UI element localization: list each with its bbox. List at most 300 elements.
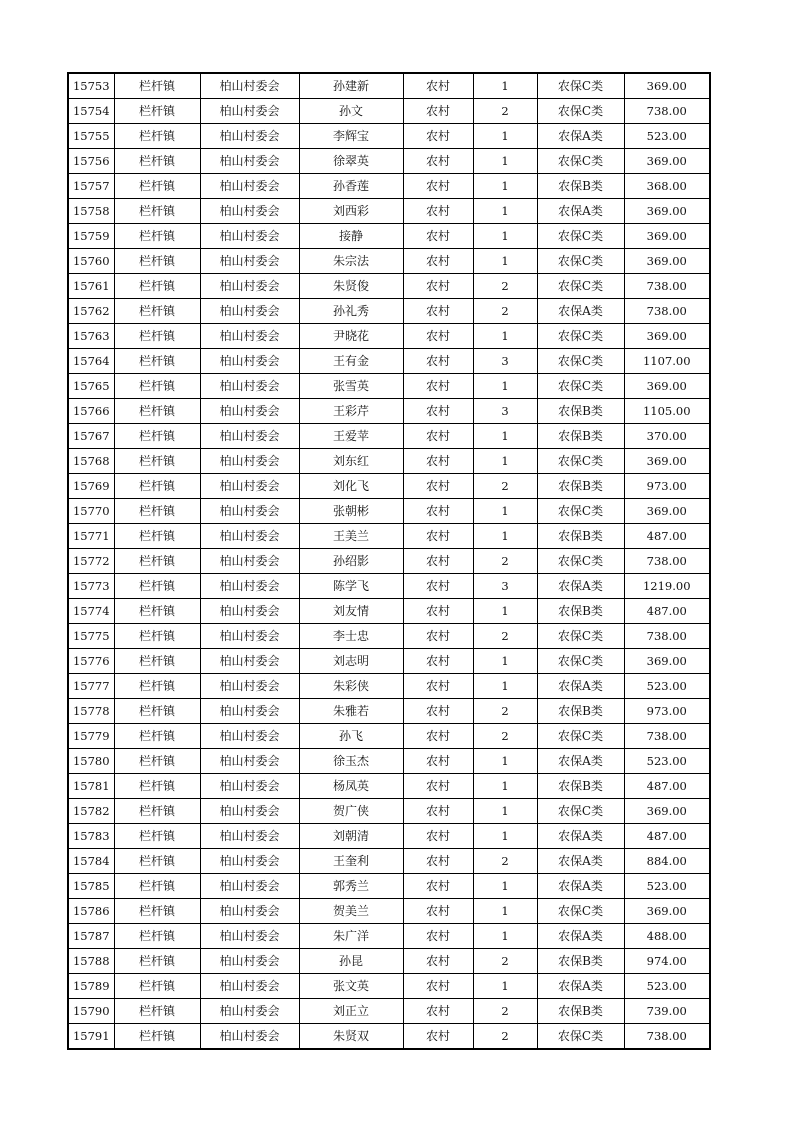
name-cell: 刘朝清 (299, 824, 403, 849)
village-committee-cell: 柏山村委会 (200, 299, 299, 324)
township-cell: 栏杆镇 (114, 274, 200, 299)
record-id-cell: 15774 (68, 599, 114, 624)
insurance-category-cell: 农保A类 (537, 124, 624, 149)
table-row (68, 73, 710, 99)
table-row (68, 799, 710, 824)
record-id-cell: 15791 (68, 1024, 114, 1050)
record-id-cell: 15764 (68, 349, 114, 374)
record-id-cell: 15784 (68, 849, 114, 874)
record-id-cell: 15785 (68, 874, 114, 899)
village-committee-cell: 柏山村委会 (200, 149, 299, 174)
residence-type-cell: 农村 (403, 874, 473, 899)
name-cell: 孙文 (299, 99, 403, 124)
household-size-cell: 1 (473, 899, 537, 924)
amount-cell: 738.00 (624, 1024, 710, 1050)
table-row (68, 224, 710, 249)
household-size-cell: 2 (473, 274, 537, 299)
record-id-cell: 15772 (68, 549, 114, 574)
residence-type-cell: 农村 (403, 599, 473, 624)
table-row (68, 574, 710, 599)
allowance-table (67, 72, 711, 1050)
record-id-cell: 15776 (68, 649, 114, 674)
name-cell: 贺广侠 (299, 799, 403, 824)
household-size-cell: 1 (473, 224, 537, 249)
insurance-category-cell: 农保C类 (537, 449, 624, 474)
amount-cell: 1219.00 (624, 574, 710, 599)
township-cell: 栏杆镇 (114, 249, 200, 274)
township-cell: 栏杆镇 (114, 224, 200, 249)
amount-cell: 523.00 (624, 124, 710, 149)
village-committee-cell: 柏山村委会 (200, 174, 299, 199)
insurance-category-cell: 农保C类 (537, 649, 624, 674)
amount-cell: 973.00 (624, 699, 710, 724)
name-cell: 王奎利 (299, 849, 403, 874)
village-committee-cell: 柏山村委会 (200, 724, 299, 749)
document-page (67, 72, 711, 1050)
name-cell: 尹晓花 (299, 324, 403, 349)
township-cell: 栏杆镇 (114, 624, 200, 649)
village-committee-cell: 柏山村委会 (200, 349, 299, 374)
insurance-category-cell: 农保A类 (537, 749, 624, 774)
record-id-cell: 15783 (68, 824, 114, 849)
record-id-cell: 15782 (68, 799, 114, 824)
residence-type-cell: 农村 (403, 624, 473, 649)
table-row (68, 449, 710, 474)
household-size-cell: 1 (473, 874, 537, 899)
residence-type-cell: 农村 (403, 399, 473, 424)
residence-type-cell: 农村 (403, 174, 473, 199)
record-id-cell: 15768 (68, 449, 114, 474)
table-row (68, 849, 710, 874)
amount-cell: 523.00 (624, 974, 710, 999)
township-cell: 栏杆镇 (114, 599, 200, 624)
record-id-cell: 15760 (68, 249, 114, 274)
household-size-cell: 1 (473, 499, 537, 524)
amount-cell: 369.00 (624, 374, 710, 399)
household-size-cell: 1 (473, 599, 537, 624)
record-id-cell: 15773 (68, 574, 114, 599)
township-cell: 栏杆镇 (114, 399, 200, 424)
village-committee-cell: 柏山村委会 (200, 624, 299, 649)
insurance-category-cell: 农保C类 (537, 624, 624, 649)
residence-type-cell: 农村 (403, 149, 473, 174)
village-committee-cell: 柏山村委会 (200, 474, 299, 499)
residence-type-cell: 农村 (403, 724, 473, 749)
insurance-category-cell: 农保B类 (537, 474, 624, 499)
residence-type-cell: 农村 (403, 73, 473, 99)
table-row (68, 174, 710, 199)
record-id-cell: 15761 (68, 274, 114, 299)
residence-type-cell: 农村 (403, 1024, 473, 1050)
household-size-cell: 2 (473, 724, 537, 749)
table-row (68, 899, 710, 924)
table-row (68, 624, 710, 649)
insurance-category-cell: 农保A类 (537, 849, 624, 874)
village-committee-cell: 柏山村委会 (200, 449, 299, 474)
residence-type-cell: 农村 (403, 524, 473, 549)
village-committee-cell: 柏山村委会 (200, 849, 299, 874)
record-id-cell: 15779 (68, 724, 114, 749)
name-cell: 刘化飞 (299, 474, 403, 499)
amount-cell: 738.00 (624, 724, 710, 749)
residence-type-cell: 农村 (403, 324, 473, 349)
insurance-category-cell: 农保C类 (537, 274, 624, 299)
township-cell: 栏杆镇 (114, 999, 200, 1024)
name-cell: 张朝彬 (299, 499, 403, 524)
township-cell: 栏杆镇 (114, 374, 200, 399)
village-committee-cell: 柏山村委会 (200, 73, 299, 99)
township-cell: 栏杆镇 (114, 699, 200, 724)
insurance-category-cell: 农保C类 (537, 149, 624, 174)
record-id-cell: 15762 (68, 299, 114, 324)
township-cell: 栏杆镇 (114, 449, 200, 474)
table-row (68, 949, 710, 974)
amount-cell: 369.00 (624, 199, 710, 224)
household-size-cell: 3 (473, 349, 537, 374)
household-size-cell: 1 (473, 324, 537, 349)
record-id-cell: 15758 (68, 199, 114, 224)
record-id-cell: 15777 (68, 674, 114, 699)
household-size-cell: 1 (473, 149, 537, 174)
village-committee-cell: 柏山村委会 (200, 99, 299, 124)
household-size-cell: 1 (473, 974, 537, 999)
township-cell: 栏杆镇 (114, 899, 200, 924)
township-cell: 栏杆镇 (114, 674, 200, 699)
household-size-cell: 2 (473, 1024, 537, 1050)
record-id-cell: 15788 (68, 949, 114, 974)
name-cell: 朱雅若 (299, 699, 403, 724)
name-cell: 贺美兰 (299, 899, 403, 924)
insurance-category-cell: 农保C类 (537, 349, 624, 374)
village-committee-cell: 柏山村委会 (200, 549, 299, 574)
township-cell: 栏杆镇 (114, 649, 200, 674)
township-cell: 栏杆镇 (114, 724, 200, 749)
residence-type-cell: 农村 (403, 199, 473, 224)
household-size-cell: 2 (473, 549, 537, 574)
township-cell: 栏杆镇 (114, 174, 200, 199)
township-cell: 栏杆镇 (114, 549, 200, 574)
residence-type-cell: 农村 (403, 574, 473, 599)
residence-type-cell: 农村 (403, 799, 473, 824)
household-size-cell: 1 (473, 674, 537, 699)
household-size-cell: 1 (473, 199, 537, 224)
amount-cell: 369.00 (624, 249, 710, 274)
name-cell: 李士忠 (299, 624, 403, 649)
amount-cell: 369.00 (624, 499, 710, 524)
table-row (68, 349, 710, 374)
residence-type-cell: 农村 (403, 299, 473, 324)
record-id-cell: 15755 (68, 124, 114, 149)
table-row (68, 499, 710, 524)
village-committee-cell: 柏山村委会 (200, 674, 299, 699)
amount-cell: 523.00 (624, 874, 710, 899)
amount-cell: 738.00 (624, 299, 710, 324)
village-committee-cell: 柏山村委会 (200, 424, 299, 449)
amount-cell: 738.00 (624, 549, 710, 574)
table-row (68, 924, 710, 949)
record-id-cell: 15786 (68, 899, 114, 924)
village-committee-cell: 柏山村委会 (200, 1024, 299, 1050)
village-committee-cell: 柏山村委会 (200, 749, 299, 774)
amount-cell: 369.00 (624, 149, 710, 174)
residence-type-cell: 农村 (403, 999, 473, 1024)
residence-type-cell: 农村 (403, 424, 473, 449)
village-committee-cell: 柏山村委会 (200, 499, 299, 524)
amount-cell: 1107.00 (624, 349, 710, 374)
village-committee-cell: 柏山村委会 (200, 274, 299, 299)
village-committee-cell: 柏山村委会 (200, 924, 299, 949)
household-size-cell: 1 (473, 249, 537, 274)
name-cell: 刘东红 (299, 449, 403, 474)
table-row (68, 774, 710, 799)
name-cell: 刘志明 (299, 649, 403, 674)
record-id-cell: 15778 (68, 699, 114, 724)
insurance-category-cell: 农保B类 (537, 524, 624, 549)
table-row (68, 999, 710, 1024)
household-size-cell: 2 (473, 999, 537, 1024)
amount-cell: 369.00 (624, 324, 710, 349)
insurance-category-cell: 农保B类 (537, 424, 624, 449)
record-id-cell: 15790 (68, 999, 114, 1024)
residence-type-cell: 农村 (403, 249, 473, 274)
village-committee-cell: 柏山村委会 (200, 399, 299, 424)
village-committee-cell: 柏山村委会 (200, 999, 299, 1024)
township-cell: 栏杆镇 (114, 424, 200, 449)
household-size-cell: 2 (473, 474, 537, 499)
insurance-category-cell: 农保C类 (537, 374, 624, 399)
name-cell: 张文英 (299, 974, 403, 999)
village-committee-cell: 柏山村委会 (200, 574, 299, 599)
record-id-cell: 15767 (68, 424, 114, 449)
township-cell: 栏杆镇 (114, 1024, 200, 1050)
village-committee-cell: 柏山村委会 (200, 524, 299, 549)
record-id-cell: 15756 (68, 149, 114, 174)
township-cell: 栏杆镇 (114, 324, 200, 349)
township-cell: 栏杆镇 (114, 474, 200, 499)
household-size-cell: 2 (473, 99, 537, 124)
name-cell: 朱彩侠 (299, 674, 403, 699)
residence-type-cell: 农村 (403, 774, 473, 799)
table-row (68, 124, 710, 149)
household-size-cell: 3 (473, 574, 537, 599)
amount-cell: 368.00 (624, 174, 710, 199)
amount-cell: 369.00 (624, 73, 710, 99)
village-committee-cell: 柏山村委会 (200, 974, 299, 999)
table-row (68, 674, 710, 699)
name-cell: 刘友情 (299, 599, 403, 624)
township-cell: 栏杆镇 (114, 574, 200, 599)
amount-cell: 488.00 (624, 924, 710, 949)
village-committee-cell: 柏山村委会 (200, 799, 299, 824)
name-cell: 王美兰 (299, 524, 403, 549)
table-row (68, 374, 710, 399)
name-cell: 徐翠英 (299, 149, 403, 174)
record-id-cell: 15759 (68, 224, 114, 249)
name-cell: 徐玉杰 (299, 749, 403, 774)
record-id-cell: 15766 (68, 399, 114, 424)
residence-type-cell: 农村 (403, 674, 473, 699)
household-size-cell: 1 (473, 649, 537, 674)
insurance-category-cell: 农保C类 (537, 73, 624, 99)
residence-type-cell: 农村 (403, 549, 473, 574)
name-cell: 刘正立 (299, 999, 403, 1024)
table-row (68, 299, 710, 324)
record-id-cell: 15771 (68, 524, 114, 549)
village-committee-cell: 柏山村委会 (200, 124, 299, 149)
township-cell: 栏杆镇 (114, 124, 200, 149)
residence-type-cell: 农村 (403, 124, 473, 149)
residence-type-cell: 农村 (403, 474, 473, 499)
household-size-cell: 1 (473, 799, 537, 824)
name-cell: 孙飞 (299, 724, 403, 749)
amount-cell: 739.00 (624, 999, 710, 1024)
township-cell: 栏杆镇 (114, 799, 200, 824)
amount-cell: 523.00 (624, 674, 710, 699)
township-cell: 栏杆镇 (114, 849, 200, 874)
insurance-category-cell: 农保A类 (537, 924, 624, 949)
insurance-category-cell: 农保C类 (537, 1024, 624, 1050)
insurance-category-cell: 农保B类 (537, 949, 624, 974)
residence-type-cell: 农村 (403, 449, 473, 474)
household-size-cell: 1 (473, 424, 537, 449)
record-id-cell: 15769 (68, 474, 114, 499)
name-cell: 孙绍影 (299, 549, 403, 574)
residence-type-cell: 农村 (403, 924, 473, 949)
township-cell: 栏杆镇 (114, 73, 200, 99)
record-id-cell: 15775 (68, 624, 114, 649)
amount-cell: 738.00 (624, 624, 710, 649)
village-committee-cell: 柏山村委会 (200, 874, 299, 899)
village-committee-cell: 柏山村委会 (200, 224, 299, 249)
amount-cell: 738.00 (624, 274, 710, 299)
name-cell: 王爱苹 (299, 424, 403, 449)
table-row (68, 699, 710, 724)
residence-type-cell: 农村 (403, 374, 473, 399)
amount-cell: 487.00 (624, 524, 710, 549)
village-committee-cell: 柏山村委会 (200, 899, 299, 924)
township-cell: 栏杆镇 (114, 774, 200, 799)
name-cell: 孙建新 (299, 73, 403, 99)
village-committee-cell: 柏山村委会 (200, 374, 299, 399)
township-cell: 栏杆镇 (114, 349, 200, 374)
table-row (68, 99, 710, 124)
record-id-cell: 15757 (68, 174, 114, 199)
residence-type-cell: 农村 (403, 949, 473, 974)
amount-cell: 369.00 (624, 224, 710, 249)
household-size-cell: 1 (473, 174, 537, 199)
amount-cell: 523.00 (624, 749, 710, 774)
table-row (68, 149, 710, 174)
table-row (68, 1024, 710, 1050)
household-size-cell: 1 (473, 374, 537, 399)
record-id-cell: 15753 (68, 73, 114, 99)
household-size-cell: 3 (473, 399, 537, 424)
table-row (68, 724, 710, 749)
village-committee-cell: 柏山村委会 (200, 774, 299, 799)
amount-cell: 738.00 (624, 99, 710, 124)
household-size-cell: 1 (473, 124, 537, 149)
residence-type-cell: 农村 (403, 824, 473, 849)
residence-type-cell: 农村 (403, 499, 473, 524)
residence-type-cell: 农村 (403, 224, 473, 249)
household-size-cell: 2 (473, 624, 537, 649)
insurance-category-cell: 农保A类 (537, 674, 624, 699)
name-cell: 王有金 (299, 349, 403, 374)
insurance-category-cell: 农保A类 (537, 199, 624, 224)
name-cell: 孙昆 (299, 949, 403, 974)
table-row (68, 974, 710, 999)
insurance-category-cell: 农保C类 (537, 724, 624, 749)
name-cell: 刘西彩 (299, 199, 403, 224)
township-cell: 栏杆镇 (114, 874, 200, 899)
name-cell: 朱宗法 (299, 249, 403, 274)
name-cell: 杨凤英 (299, 774, 403, 799)
name-cell: 王彩芹 (299, 399, 403, 424)
township-cell: 栏杆镇 (114, 99, 200, 124)
household-size-cell: 1 (473, 749, 537, 774)
household-size-cell: 1 (473, 774, 537, 799)
household-size-cell: 2 (473, 299, 537, 324)
village-committee-cell: 柏山村委会 (200, 949, 299, 974)
name-cell: 孙礼秀 (299, 299, 403, 324)
amount-cell: 487.00 (624, 824, 710, 849)
township-cell: 栏杆镇 (114, 199, 200, 224)
village-committee-cell: 柏山村委会 (200, 599, 299, 624)
residence-type-cell: 农村 (403, 749, 473, 774)
name-cell: 接静 (299, 224, 403, 249)
table-row (68, 249, 710, 274)
residence-type-cell: 农村 (403, 274, 473, 299)
amount-cell: 973.00 (624, 474, 710, 499)
township-cell: 栏杆镇 (114, 824, 200, 849)
village-committee-cell: 柏山村委会 (200, 324, 299, 349)
insurance-category-cell: 农保B类 (537, 699, 624, 724)
table-row (68, 399, 710, 424)
record-id-cell: 15763 (68, 324, 114, 349)
amount-cell: 974.00 (624, 949, 710, 974)
household-size-cell: 1 (473, 73, 537, 99)
amount-cell: 1105.00 (624, 399, 710, 424)
residence-type-cell: 农村 (403, 899, 473, 924)
residence-type-cell: 农村 (403, 849, 473, 874)
village-committee-cell: 柏山村委会 (200, 699, 299, 724)
residence-type-cell: 农村 (403, 349, 473, 374)
amount-cell: 884.00 (624, 849, 710, 874)
record-id-cell: 15787 (68, 924, 114, 949)
household-size-cell: 1 (473, 524, 537, 549)
name-cell: 郭秀兰 (299, 874, 403, 899)
household-size-cell: 1 (473, 824, 537, 849)
household-size-cell: 2 (473, 849, 537, 874)
village-committee-cell: 柏山村委会 (200, 649, 299, 674)
name-cell: 朱贤双 (299, 1024, 403, 1050)
table-row (68, 549, 710, 574)
insurance-category-cell: 农保B类 (537, 774, 624, 799)
table-row (68, 649, 710, 674)
table-row (68, 749, 710, 774)
household-size-cell: 2 (473, 949, 537, 974)
village-committee-cell: 柏山村委会 (200, 824, 299, 849)
insurance-category-cell: 农保B类 (537, 174, 624, 199)
household-size-cell: 1 (473, 449, 537, 474)
table-row (68, 424, 710, 449)
insurance-category-cell: 农保C类 (537, 799, 624, 824)
name-cell: 李辉宝 (299, 124, 403, 149)
record-id-cell: 15789 (68, 974, 114, 999)
township-cell: 栏杆镇 (114, 299, 200, 324)
table-row (68, 599, 710, 624)
name-cell: 陈学飞 (299, 574, 403, 599)
